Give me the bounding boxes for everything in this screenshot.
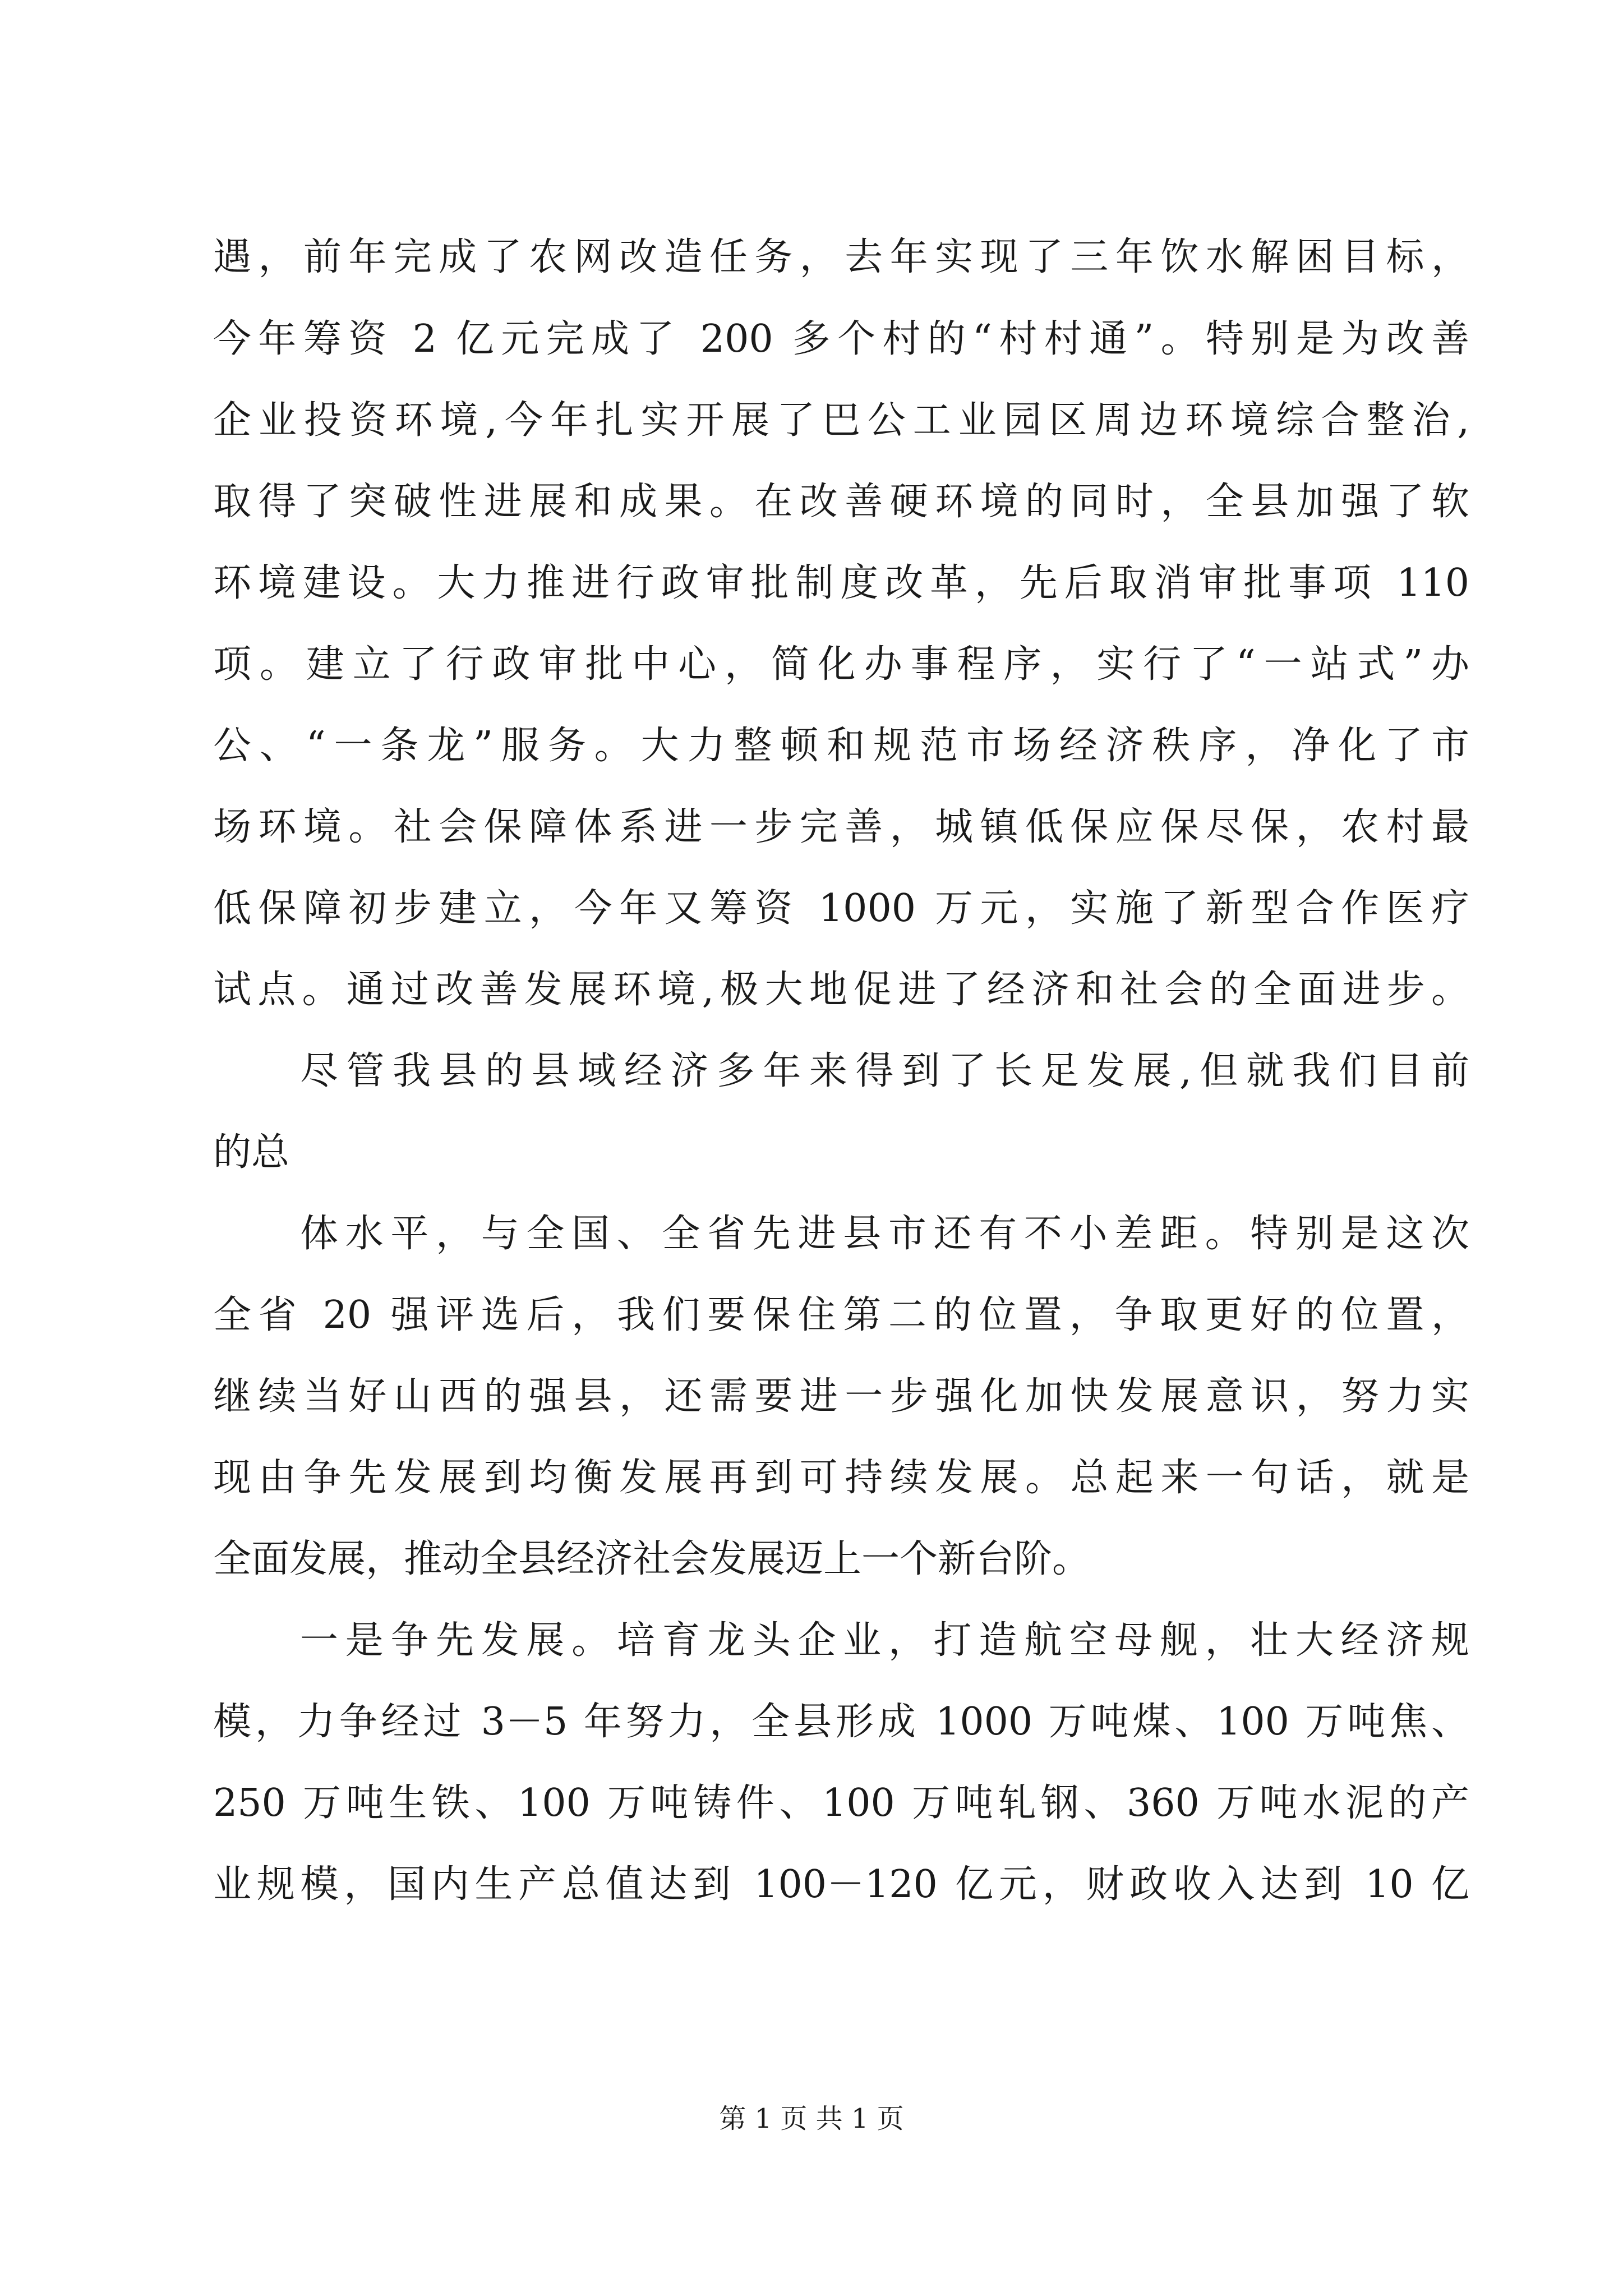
- text-line: 业规模，国内生产总值达到 100－120 亿元，财政收入达到 10 亿: [213, 1862, 1469, 1907]
- text-line: 场环境。社会保障体系进一步完善，城镇低保应保尽保，农村最: [213, 805, 1469, 849]
- text-line: 现由争先发展到均衡发展再到可持续发展。总起来一句话，就是: [213, 1456, 1469, 1500]
- text-line: 全省 20 强评选后，我们要保住第二的位置，争取更好的位置，: [213, 1293, 1469, 1337]
- paragraph-start-line: 体水平，与全国、全省先进县市还有不小差距。特别是这次: [300, 1212, 1469, 1256]
- text-line: 公、“一条龙”服务。大力整顿和规范市场经济秩序，净化了市: [213, 724, 1469, 768]
- text-line: 企业投资环境,今年扎实开展了巴公工业园区周边环境综合整治,: [213, 398, 1469, 443]
- text-line: 遇，前年完成了农网改造任务，去年实现了三年饮水解困目标，: [213, 235, 1469, 279]
- text-line: 250 万吨生铁、100 万吨铸件、100 万吨轧钢、360 万吨水泥的产: [213, 1781, 1469, 1825]
- paragraph-start-line: 一是争先发展。培育龙头企业，打造航空母舰，壮大经济规: [300, 1618, 1469, 1663]
- text-line: 低保障初步建立，今年又筹资 1000 万元，实施了新型合作医疗: [213, 886, 1469, 931]
- text-line: 今年筹资 2 亿元完成了 200 多个村的“村村通”。特别是为改善: [213, 317, 1469, 361]
- paragraph-start-line: 尽管我县的县域经济多年来得到了长足发展,但就我们目前: [300, 1049, 1469, 1093]
- text-line: 全面发展，推动全县经济社会发展迈上一个新台阶。: [213, 1537, 1091, 1581]
- text-line: 环境建设。大力推进行政审批制度改革，先后取消审批事项 110: [213, 561, 1469, 605]
- text-line: 项。建立了行政审批中心，简化办事程序，实行了“一站式”办: [213, 642, 1469, 687]
- text-line: 取得了突破性进展和成果。在改善硬环境的同时，全县加强了软: [213, 480, 1469, 524]
- text-line: 模，力争经过 3－5 年努力，全县形成 1000 万吨煤、100 万吨焦、: [213, 1700, 1469, 1744]
- page-number-footer: 第 1 页 共 1 页: [719, 2103, 904, 2134]
- text-line: 继续当好山西的强县，还需要进一步强化加快发展意识，努力实: [213, 1374, 1469, 1419]
- text-line: 的总: [213, 1130, 290, 1175]
- text-line: 试点。通过改善发展环境,极大地促进了经济和社会的全面进步。: [213, 968, 1469, 1012]
